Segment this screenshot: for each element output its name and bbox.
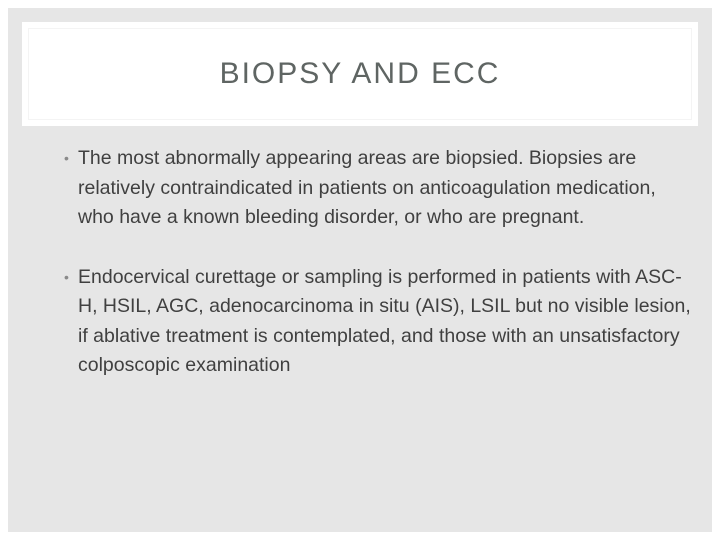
bullet-text: Endocervical curettage or sampling is performed in patients with ASC-H, HSIL, AGC, adenocarcinoma in situ (AIS), LSIL but no visible lesion, if ablative treatment is contemplated, and those with an unsatisfactory colposcopic examination	[78, 265, 691, 376]
bullet-icon: •	[64, 268, 69, 285]
slide-title: BIOPSY AND ECC	[219, 57, 501, 90]
bullet-item	[32, 144, 692, 233]
bullet-item	[32, 263, 692, 381]
slide-frame	[8, 8, 712, 532]
title-band	[22, 22, 698, 126]
bullet-text: The most abnormally appearing areas are biopsied. Biopsies are relatively contraindicated in patients on anticoagulation medication, who have a known bleeding disorder, or who are pregnant.	[78, 147, 656, 228]
slide-content	[32, 144, 692, 411]
bullet-icon: •	[64, 150, 69, 166]
